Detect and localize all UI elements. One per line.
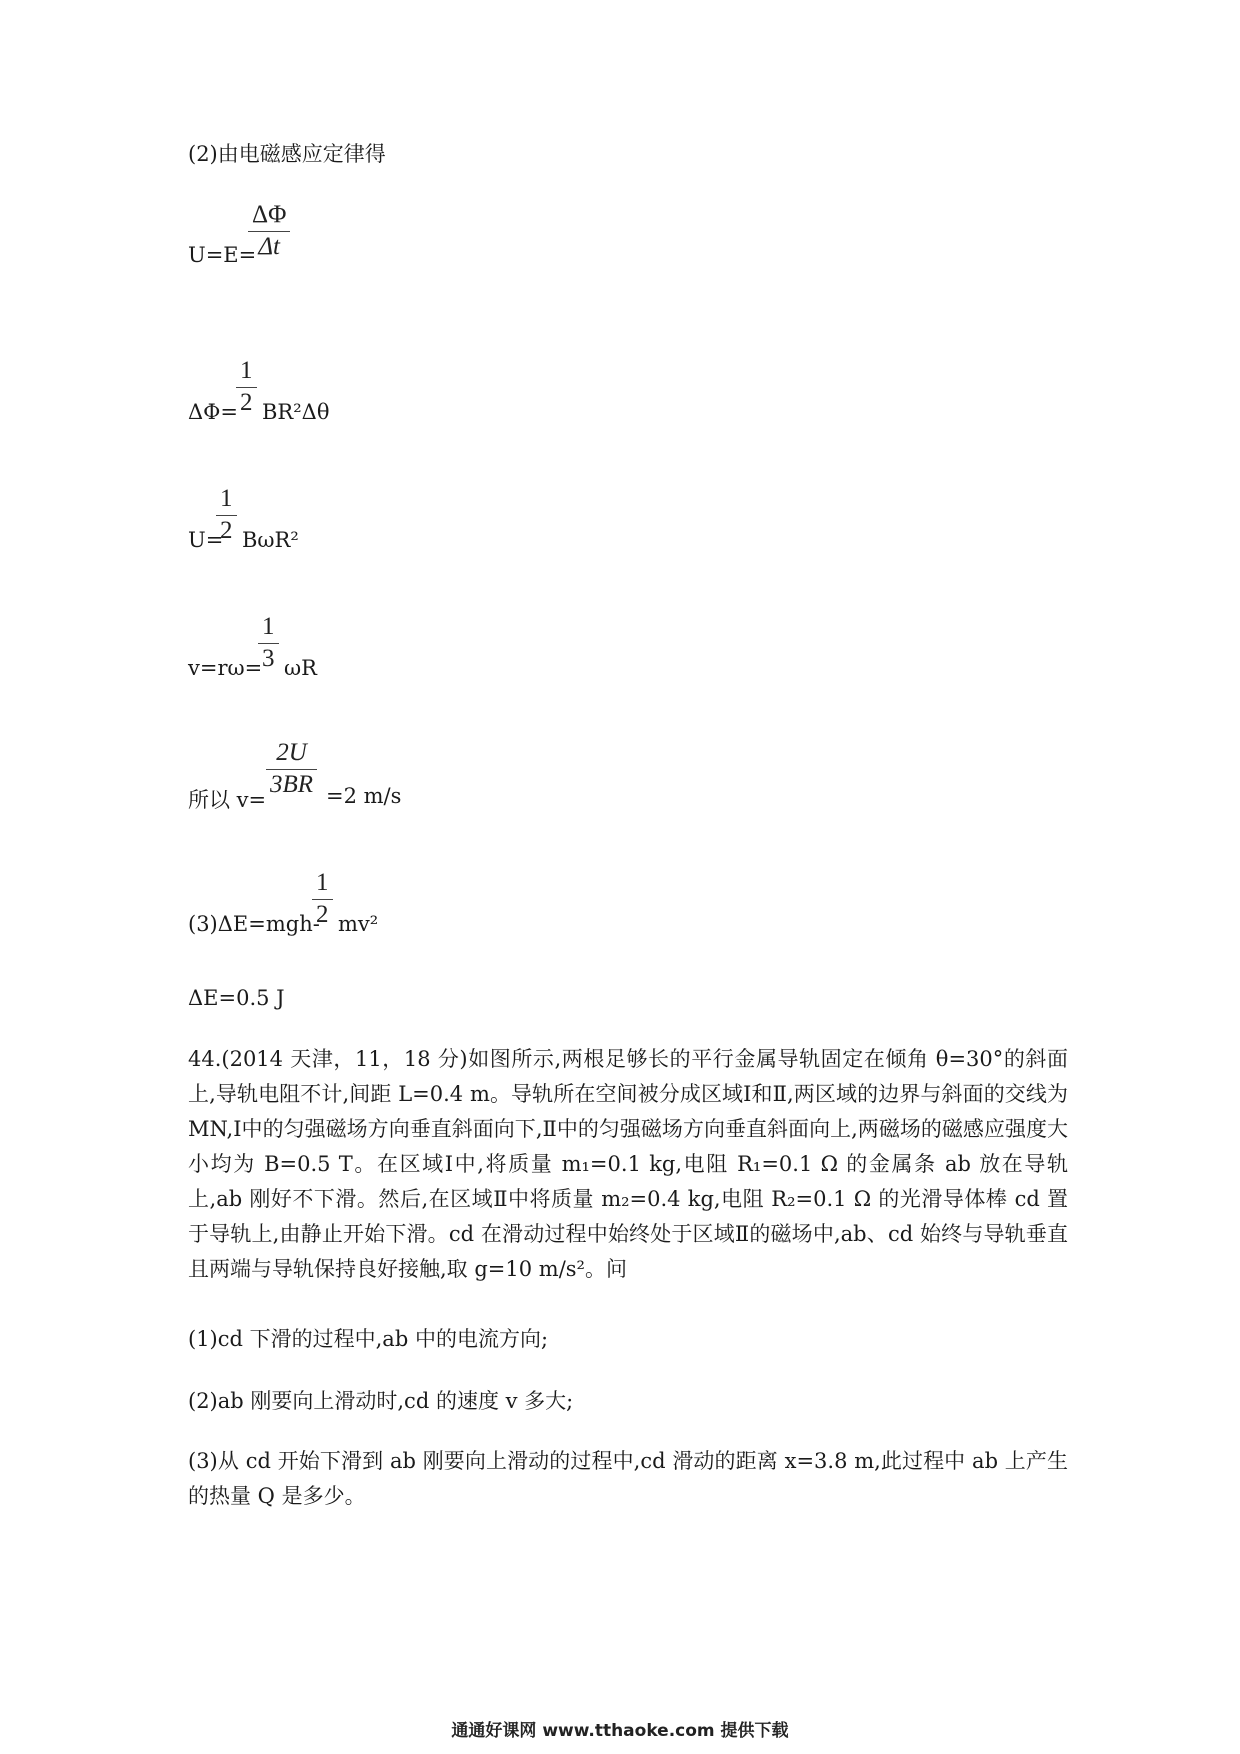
eq1-numerator: ΔΦ xyxy=(252,201,287,228)
eq3-fraction xyxy=(216,484,237,545)
problem-statement: 44.(2014 天津，11，18 分)如图所示,两根足够长的平行金属导轨固定在倾角 θ=30°的斜面上,导轨电阻不计,间距 L=0.4 m。导轨所在空间被分成区域Ⅰ和Ⅱ,两区域的边界与斜面的交线为 MN,Ⅰ中的匀强磁场方向垂直斜面向下,Ⅱ中的匀强磁场方向垂直斜面向上,两磁场的磁感应强度大小均为 B=0.5 T。在区域Ⅰ中,将质量 m₁=0.1 kg,电阻 R₁=0.1 Ω 的金属条 ab 放在导轨上,ab 刚好不下滑。然后,在区域Ⅱ中将质量 m₂=0.4 kg,电阻 R₂=0.1 Ω 的光滑导体棒 cd 置于导轨上,由静止开始下滑。cd 在滑动过程中始终处于区域Ⅱ的磁场中,ab、cd 始终与导轨垂直且两端与导轨保持良好接触,取 g=10 m/s²。问 xyxy=(188,1047,1068,1281)
eq4-numerator: 1 xyxy=(262,613,275,640)
question-2: (2)ab 刚要向上滑动时,cd 的速度 v 多大; xyxy=(188,1389,574,1413)
eq5-suffix: =2 m/s xyxy=(326,784,402,808)
fraction-bar xyxy=(312,899,333,900)
eq7: ΔE=0.5 J xyxy=(188,986,285,1010)
eq4-denominator: 3 xyxy=(262,645,275,672)
fraction-bar xyxy=(266,769,317,770)
eq3-prefix: U= xyxy=(188,528,224,552)
question-1: (1)cd 下滑的过程中,ab 中的电流方向; xyxy=(188,1327,549,1351)
eq4-fraction xyxy=(258,612,279,673)
eq6-denominator: 2 xyxy=(316,901,329,928)
fraction-bar xyxy=(258,643,279,644)
eq3-numerator: 1 xyxy=(220,485,233,512)
question-3: (3)从 cd 开始下滑到 ab 刚要向上滑动的过程中,cd 滑动的距离 x=3.8 m,此过程中 ab 上产生的热量 Q 是多少。 xyxy=(188,1449,1068,1508)
eq3-denominator: 2 xyxy=(220,517,233,544)
step2-title: (2)由电磁感应定律得 xyxy=(188,142,386,166)
fraction-bar xyxy=(236,387,257,388)
eq5-prefix: 所以 v= xyxy=(188,788,267,812)
eq5-denominator: 3BR xyxy=(270,771,314,798)
eq1-fraction xyxy=(248,200,290,261)
eq2-denominator: 2 xyxy=(240,389,253,416)
eq6-prefix: (3)ΔE=mgh- xyxy=(188,912,320,936)
eq5-numerator: 2U xyxy=(276,739,307,766)
eq2-prefix: ΔΦ= xyxy=(188,400,238,424)
eq6-suffix: mv² xyxy=(338,912,379,936)
eq4-suffix: ωR xyxy=(284,656,317,680)
eq6-numerator: 1 xyxy=(316,869,329,896)
eq1-prefix: U=E= xyxy=(188,243,257,267)
eq2-fraction xyxy=(236,356,257,417)
eq1-denominator: Δt xyxy=(258,233,280,260)
page-footer: 通通好课网 www.tthaoke.com 提供下载 xyxy=(451,1721,789,1741)
eq6-fraction xyxy=(312,868,333,929)
eq4-prefix: v=rω= xyxy=(188,656,263,680)
eq5-fraction xyxy=(266,738,317,799)
eq2-suffix: BR²Δθ xyxy=(262,400,330,424)
eq3-suffix: BωR² xyxy=(242,528,299,552)
eq2-numerator: 1 xyxy=(240,357,253,384)
fraction-bar xyxy=(216,515,237,516)
fraction-bar xyxy=(248,231,290,232)
